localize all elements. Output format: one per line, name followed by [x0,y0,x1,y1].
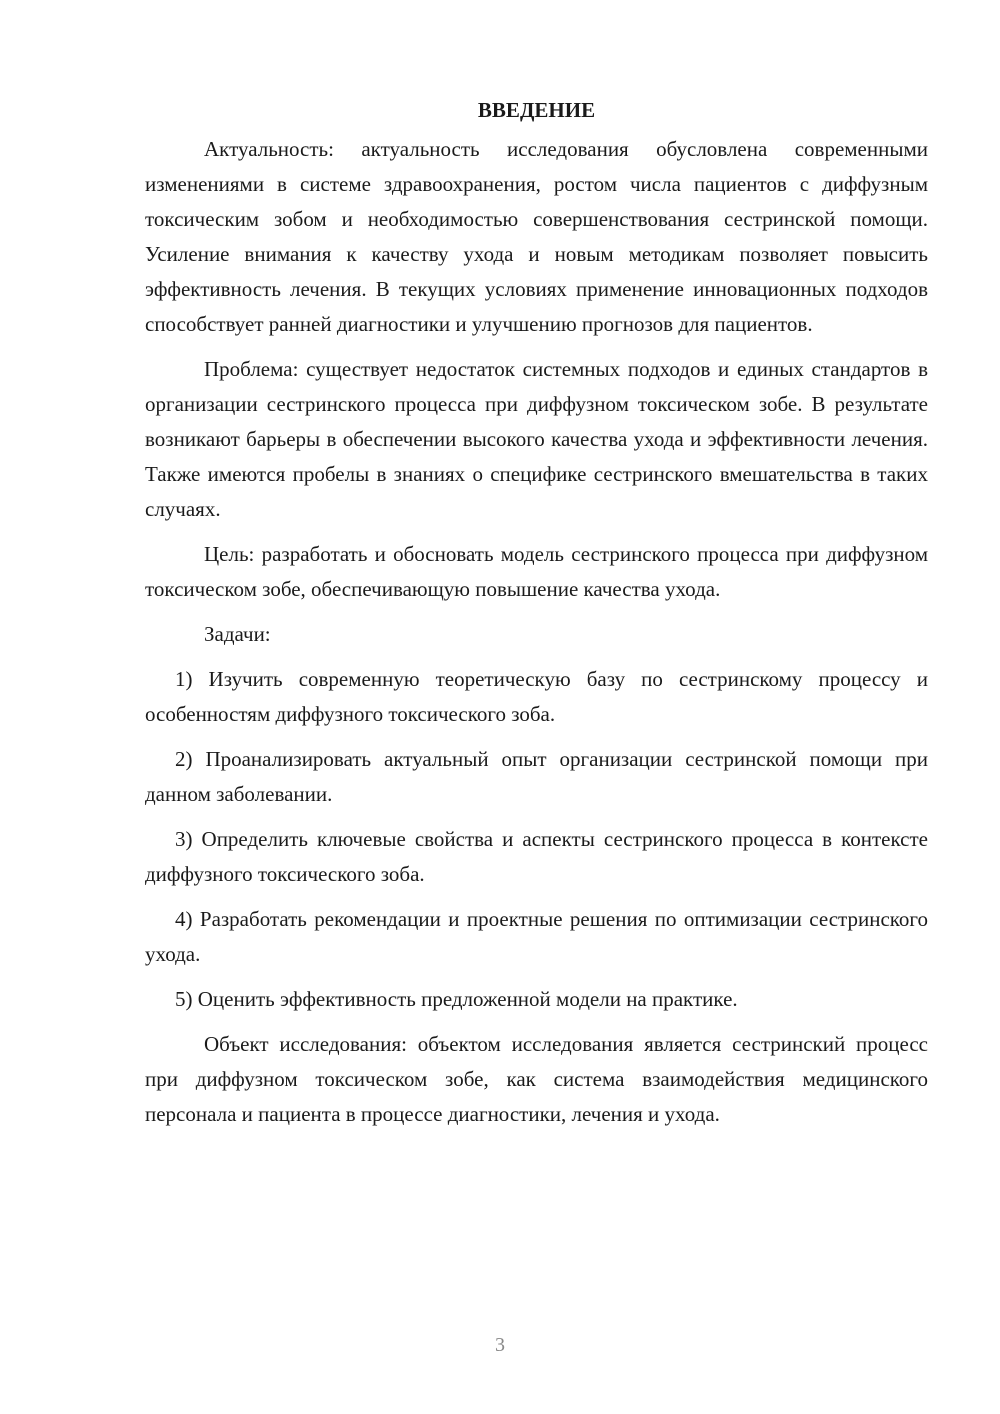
task-item: 5) Оценить эффективность предложенной модели на практике. [175,987,738,1011]
tasks-heading: Задачи: [204,622,271,646]
page-number: 3 [495,1334,505,1356]
task-item: 2) Проанализировать актуальный опыт организации сестринской помощи при данном заболевании. [145,747,928,806]
paragraph-object: Объект исследования: объектом исследования является сестринский процесс при диффузном токсическом зобе, как система взаимодействия медицинского персонала и пациента в процессе диагностики, лечения и ухода. [145,1032,928,1126]
task-item: 4) Разработать рекомендации и проектные решения по оптимизации сестринского ухода. [145,907,928,966]
paragraph-problem: Проблема: существует недостаток системных подходов и единых стандартов в организации сестринского процесса при диффузном токсическом зобе. В результате возникают барьеры в обеспечении высокого качества ухода и эффективности лечения. Также имеются пробелы в знаниях о специфике сестринского вмешательства в таких случаях. [145,357,928,521]
task-item: 3) Определить ключевые свойства и аспекты сестринского процесса в контексте диффузного токсического зоба. [145,827,928,886]
page-content [145,93,928,1142]
section-title: ВВЕДЕНИЕ [477,98,596,122]
paragraph-relevance: Актуальность: актуальность исследования обусловлена современными изменениями в системе здравоохранения, ростом числа пациентов с диффузным токсическим зобом и необходимостью совершенствования сестринской помощи. Усиление внимания к качеству ухода и новым методикам позволяет повысить эффективность лечения. В текущих условиях применение инновационных подходов способствует ранней диагностики и улучшению прогнозов для пациентов. [145,137,928,336]
paragraph-goal: Цель: разработать и обосновать модель сестринского процесса при диффузном токсическом зобе, обеспечивающую повышение качества ухода. [145,542,928,601]
task-item: 1) Изучить современную теоретическую базу по сестринскому процессу и особенностям диффузного токсического зоба. [145,667,928,726]
